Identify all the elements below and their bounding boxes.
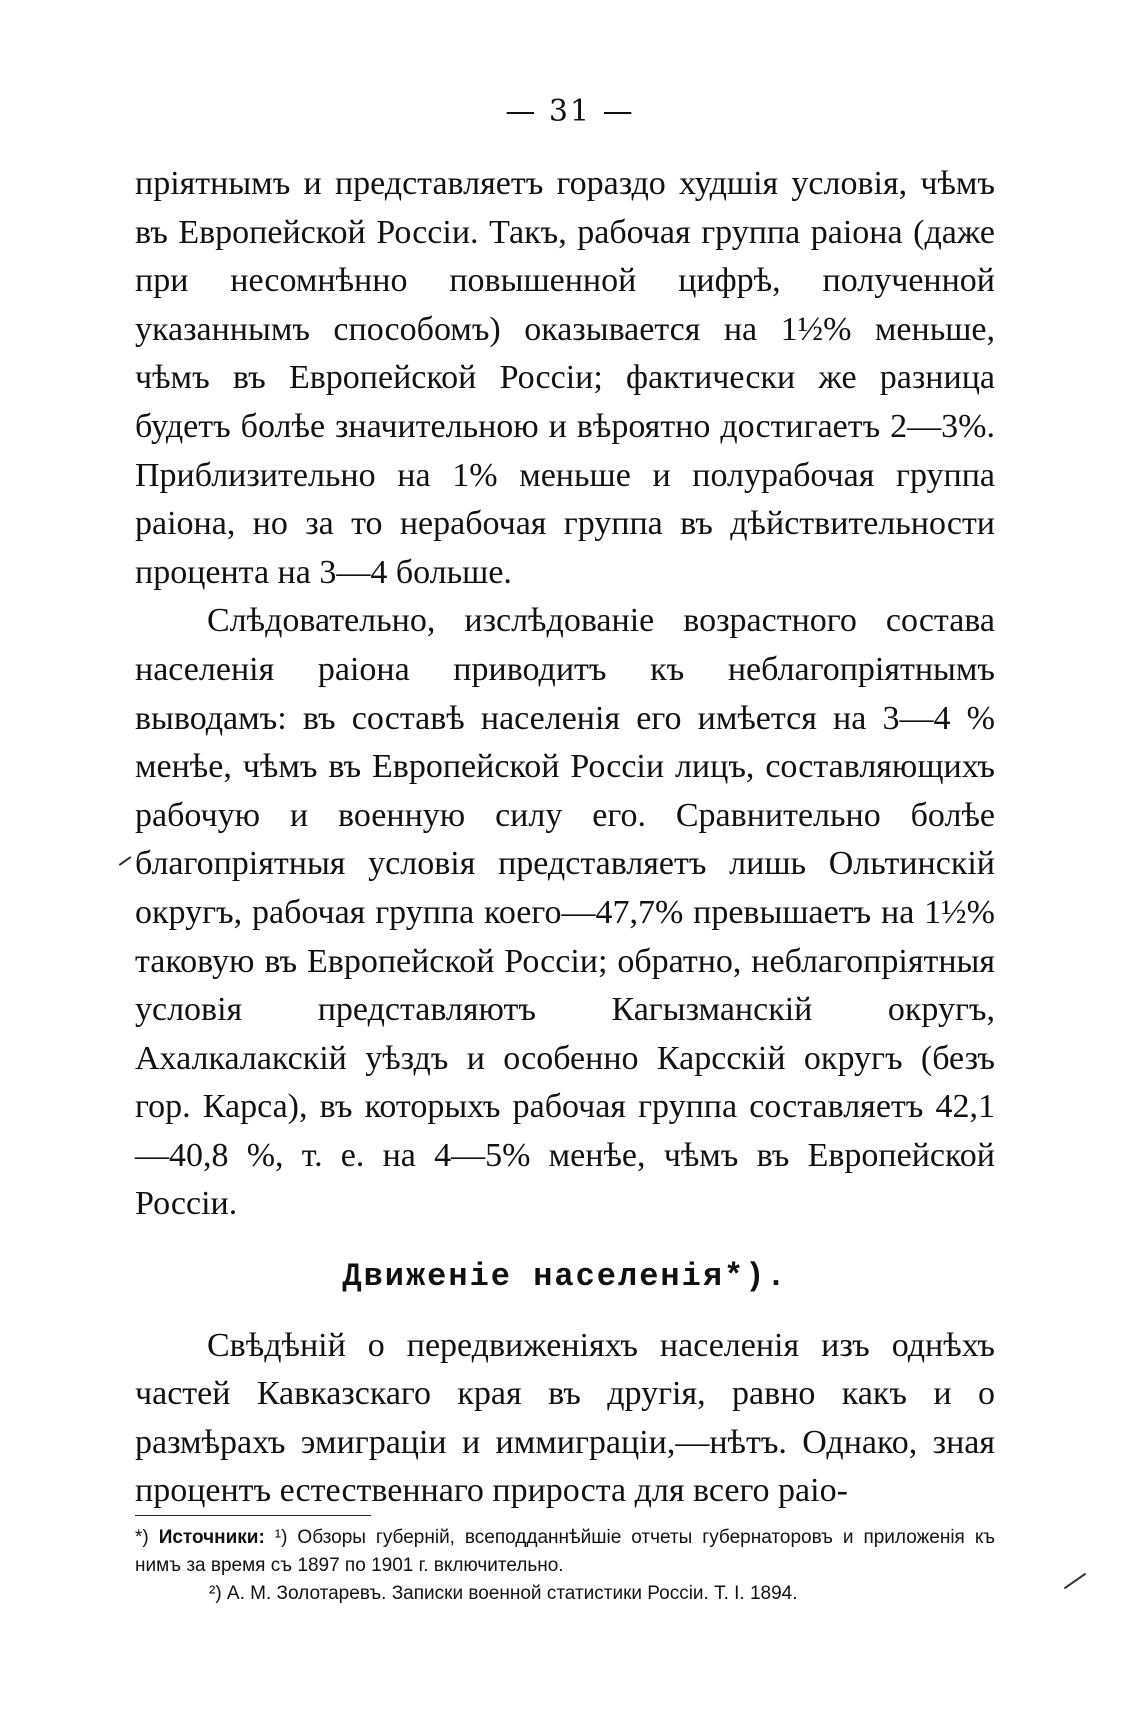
footnote-1-text: ¹) Обзоры губерній, всеподданнѣйшіе отчеты губернаторовъ и приложенія къ нимъ за время съ 1897 по 1901 г. включительно.: [135, 1527, 996, 1576]
page-number: — 31 —: [505, 94, 635, 129]
section-heading: Движеніе населенія*).: [342, 1258, 788, 1296]
paragraph-1: пріятнымъ и представляетъ гораздо худшія условія, чѣмъ въ Европейской Россіи. Такъ, рабочая группа раіона (даже при несомнѣнно повышенной цифрѣ, полученной указаннымъ способомъ) оказывается на 1½% меньше, чѣмъ въ Европейской Россіи; фактически же разница будетъ болѣе значительною и вѣроятно достигаетъ 2—3%. Приблизительно на 1% меньше и полурабочая группа раіона, но за то нерабочая группа въ дѣйствительности процента на 3—4 больше.: [135, 165, 995, 591]
footnote-1: [135, 1524, 995, 1580]
footnote-marker: *): [135, 1527, 149, 1548]
paragraph-3: Свѣдѣній о передвиженіяхъ населенія изъ однѣхъ частей Кавказскаго края въ другія, равно какъ и о размѣрахъ эмиграціи и иммиграціи,—нѣтъ. Однако, зная процентъ естественнаго прироста для всего раіо-: [135, 1326, 995, 1510]
footnotes: [135, 1524, 995, 1608]
footnote-divider: [135, 1515, 371, 1516]
margin-mark-icon: [119, 856, 132, 866]
paragraph-2: Слѣдовательно, изслѣдованіе возрастного состава населенія раіона приводитъ къ неблагопріятнымъ выводамъ: въ составѣ населенія его имѣется на 3—4 % менѣе, чѣмъ въ Европейской Россіи лицъ, составляющихъ рабочую и военную силу его. Сравнительно болѣе благопріятныя условія представляетъ лишь Ольтинскій округъ, рабочая группа коего—47,7% превышаетъ на 1½% таковую въ Европейской Россіи; обратно, неблагопріятныя условія представляютъ Кагызманскій округъ, Ахалкалакскій уѣздъ и особенно Карсскій округъ (безъ гор. Карса), въ которыхъ рабочая группа составляетъ 42,1—40,8 %, т. е. на 4—5% менѣе, чѣмъ въ Европейской Россіи.: [135, 602, 995, 1223]
body-text: [135, 160, 995, 1516]
pencil-stroke-icon: [1064, 1573, 1086, 1590]
footnote-source-label: Источники:: [158, 1527, 265, 1548]
footnote-2: ²) А. М. Золотаревъ. Записки военной статистики Россіи. Т. I. 1894.: [209, 1583, 798, 1604]
